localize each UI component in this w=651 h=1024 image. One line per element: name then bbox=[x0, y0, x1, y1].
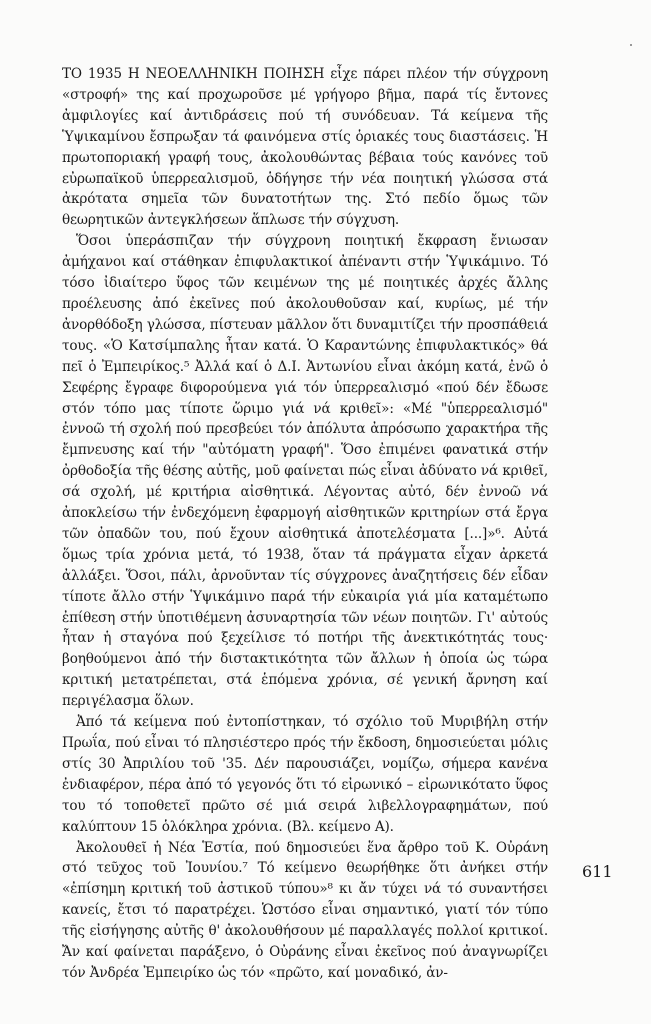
page-number: 611 bbox=[582, 862, 613, 881]
paragraph-4: Ἀκολουθεῖ ἡ Νέα Ἑστία, πού δημοσιεύει ἕνα ἄρθρο τοῦ Κ. Οὐράνη στό τεῦχος τοῦ Ἰουνίου.⁷ Τό κείμενο θεωρήθηκε ὅτι ἀνήκει στήν «ἐπίσημη κριτική τοῦ ἀστικοῦ τύπου»⁸ κι ἄν τύχει νά τό συναντήσει κανείς, ἔτσι τό παρατρέχει. Ὡστόσο εἶναι σημαντικό, γιατί τόν τύπο τῆς εἰσήγησης αὐτῆς θ' ἀκολουθήσουν μέ παραλλαγές πολλοί κριτικοί. Ἄν καί φαίνεται παράξενο, ὁ Οὐράνης εἶναι ἐκεῖνος πού ἀναγνωρίζει τόν Ἀνδρέα Ἐμπειρίκο ὡς τόν «πρῶτο, καί μοναδικό, ἀν- bbox=[62, 839, 548, 981]
paragraph-1: ΤΟ 1935 Η ΝΕΟΕΛΛΗΝΙΚΗ ΠΟΙΗΣΗ εἶχε πάρει πλέον τήν σύγχρονη «στροφή» της καί προχωροῦσε μέ γρήγορο βῆμα, παρά τίς ἔντονες ἀμφιλογίες καί ἀντιδράσεις πού τή συνόδευαν. Τά κείμενα τῆς Ὑψικαμίνου ἔσπρωξαν τά φαινόμενα στίς ὁριακές τους διαστάσεις. Ἡ πρωτοποριακή γραφή τους, ἀκολουθώντας βέβαια τούς κανόνες τοῦ εὐρωπαϊκοῦ ὑπερρεαλισμοῦ, ὁδήγησε τήν νέα ποιητική γλώσσα στά ἀκρότατα σημεῖα τῶν δυνατοτήτων της. Στό πεδίο ὅμως τῶν θεωρητικῶν ἀντεγκλήσεων ἅπλωσε τήν σύγχυση. bbox=[62, 66, 548, 229]
paragraph-3: Ἀπό τά κείμενα πού ἐντοπίστηκαν, τό σχόλιο τοῦ Μυριβήλη στήν Πρωΐα, πού εἶναι τό πλησιέστερο πρός τήν ἔκδοση, δημοσιεύεται μόλις στίς 30 Ἀπριλίου τοῦ '35. Δέν παρουσιάζει, νομίζω, σήμερα κανένα ἐνδιαφέρον, πέρα ἀπό τό γεγονός ὅτι τό εἰρωνικό – εἰρωνικότατο ὕφος του τό τοποθετεῖ πρῶτο σέ μιά σειρά λιβελλογραφημάτων, πού καλύπτουν 15 ὁλόκληρα χρόνια. (Βλ. κείμενο Α). bbox=[62, 714, 548, 835]
scan-speck bbox=[630, 44, 632, 46]
body-text bbox=[62, 64, 548, 984]
scan-speck bbox=[298, 668, 301, 670]
paragraph-2: Ὅσοι ὑπεράσπιζαν τήν σύγχρονη ποιητική ἔκφραση ἔνιωσαν ἀμήχανοι καί στάθηκαν ἐπιφυλακτικοί ἀπέναντι στήν Ὑψικάμινο. Τό τόσο ἰδιαίτερο ὕφος τῶν κειμένων της μέ ποιητικές ἀρχές ἄλλης προέλευσης ἀπό ἐκεῖνες πού ἀκολουθοῦσαν καί, κυρίως, μέ τήν ἀνορθόδοξη γλώσσα, πίστευαν μᾶλλον ὅτι δυναμιτίζει τήν προσπάθειά τους. «Ὁ Κατσίμπαλης ἦταν κατά. Ὁ Καραντώνης ἐπιφυλακτικός» θά πεῖ ὁ Ἐμπειρίκος.⁵ Ἀλλά καί ὁ Δ.Ι. Ἀντωνίου εἶναι ἀκόμη κατά, ἐνῶ ὁ Σεφέρης ἔγραφε διφορούμενα γιά τόν ὑπερρεαλισμό «πού δέν ἔδωσε στόν τόπο μας τίποτε ὥριμο γιά νά κριθεῖ»: «Μέ "ὑπερρεαλισμό" ἐννοῶ τή σχολή πού πρεσβεύει τόν ἀπόλυτα ἀπρόσωπο χαρακτήρα τῆς ἔμπνευσης καί τήν "αὐτόματη γραφή". Ὅσο ἐπιμένει φανατικά στήν ὀρθοδοξία τῆς θέσης αὐτῆς, μοῦ φαίνεται πώς εἶναι ἀδύνατο νά κριθεῖ, σά σχολή, μέ κριτήρια αἰσθητικά. Λέγοντας αὐτό, δέν ἐννοῶ νά ἀποκλείσω τήν ἐνδεχόμενη ἐφαρμογή αἰσθητικῶν κριτηρίων στά ἔργα τῶν ὀπαδῶν του, πού ἔχουν αἰσθητικά ἀποτελέσματα [...]»⁶. Αὐτά ὅμως τρία χρόνια μετά, τό 1938, ὅταν τά πράγματα εἶχαν ἀρκετά ἀλλάξει. Ὅσοι, πάλι, ἀρνοῦνταν τίς σύγχρονες ἀναζητήσεις δέν εἶδαν τίποτε ἄλλο στήν Ὑψικάμινο παρά τήν εὐκαιρία γιά μία καταμέτωπο ἐπίθεση στήν ὑποτιθέμενη ἀσυναρτησία τῶν νέων ποιητῶν. Γι' αὐτούς ἦταν ἡ σταγόνα πού ξεχείλισε τό ποτήρι τῆς ἀνεκτικότητάς τους· βοηθούμενοι ἀπό τήν διστακτικότητα τῶν ἄλλων ἡ ὁποία ὡς τώρα κριτική μετατρέπεται, στά ἑπόμενα χρόνια, σέ γενική ἄρνηση καί περιγέλασμα ὅλων. bbox=[62, 233, 548, 710]
